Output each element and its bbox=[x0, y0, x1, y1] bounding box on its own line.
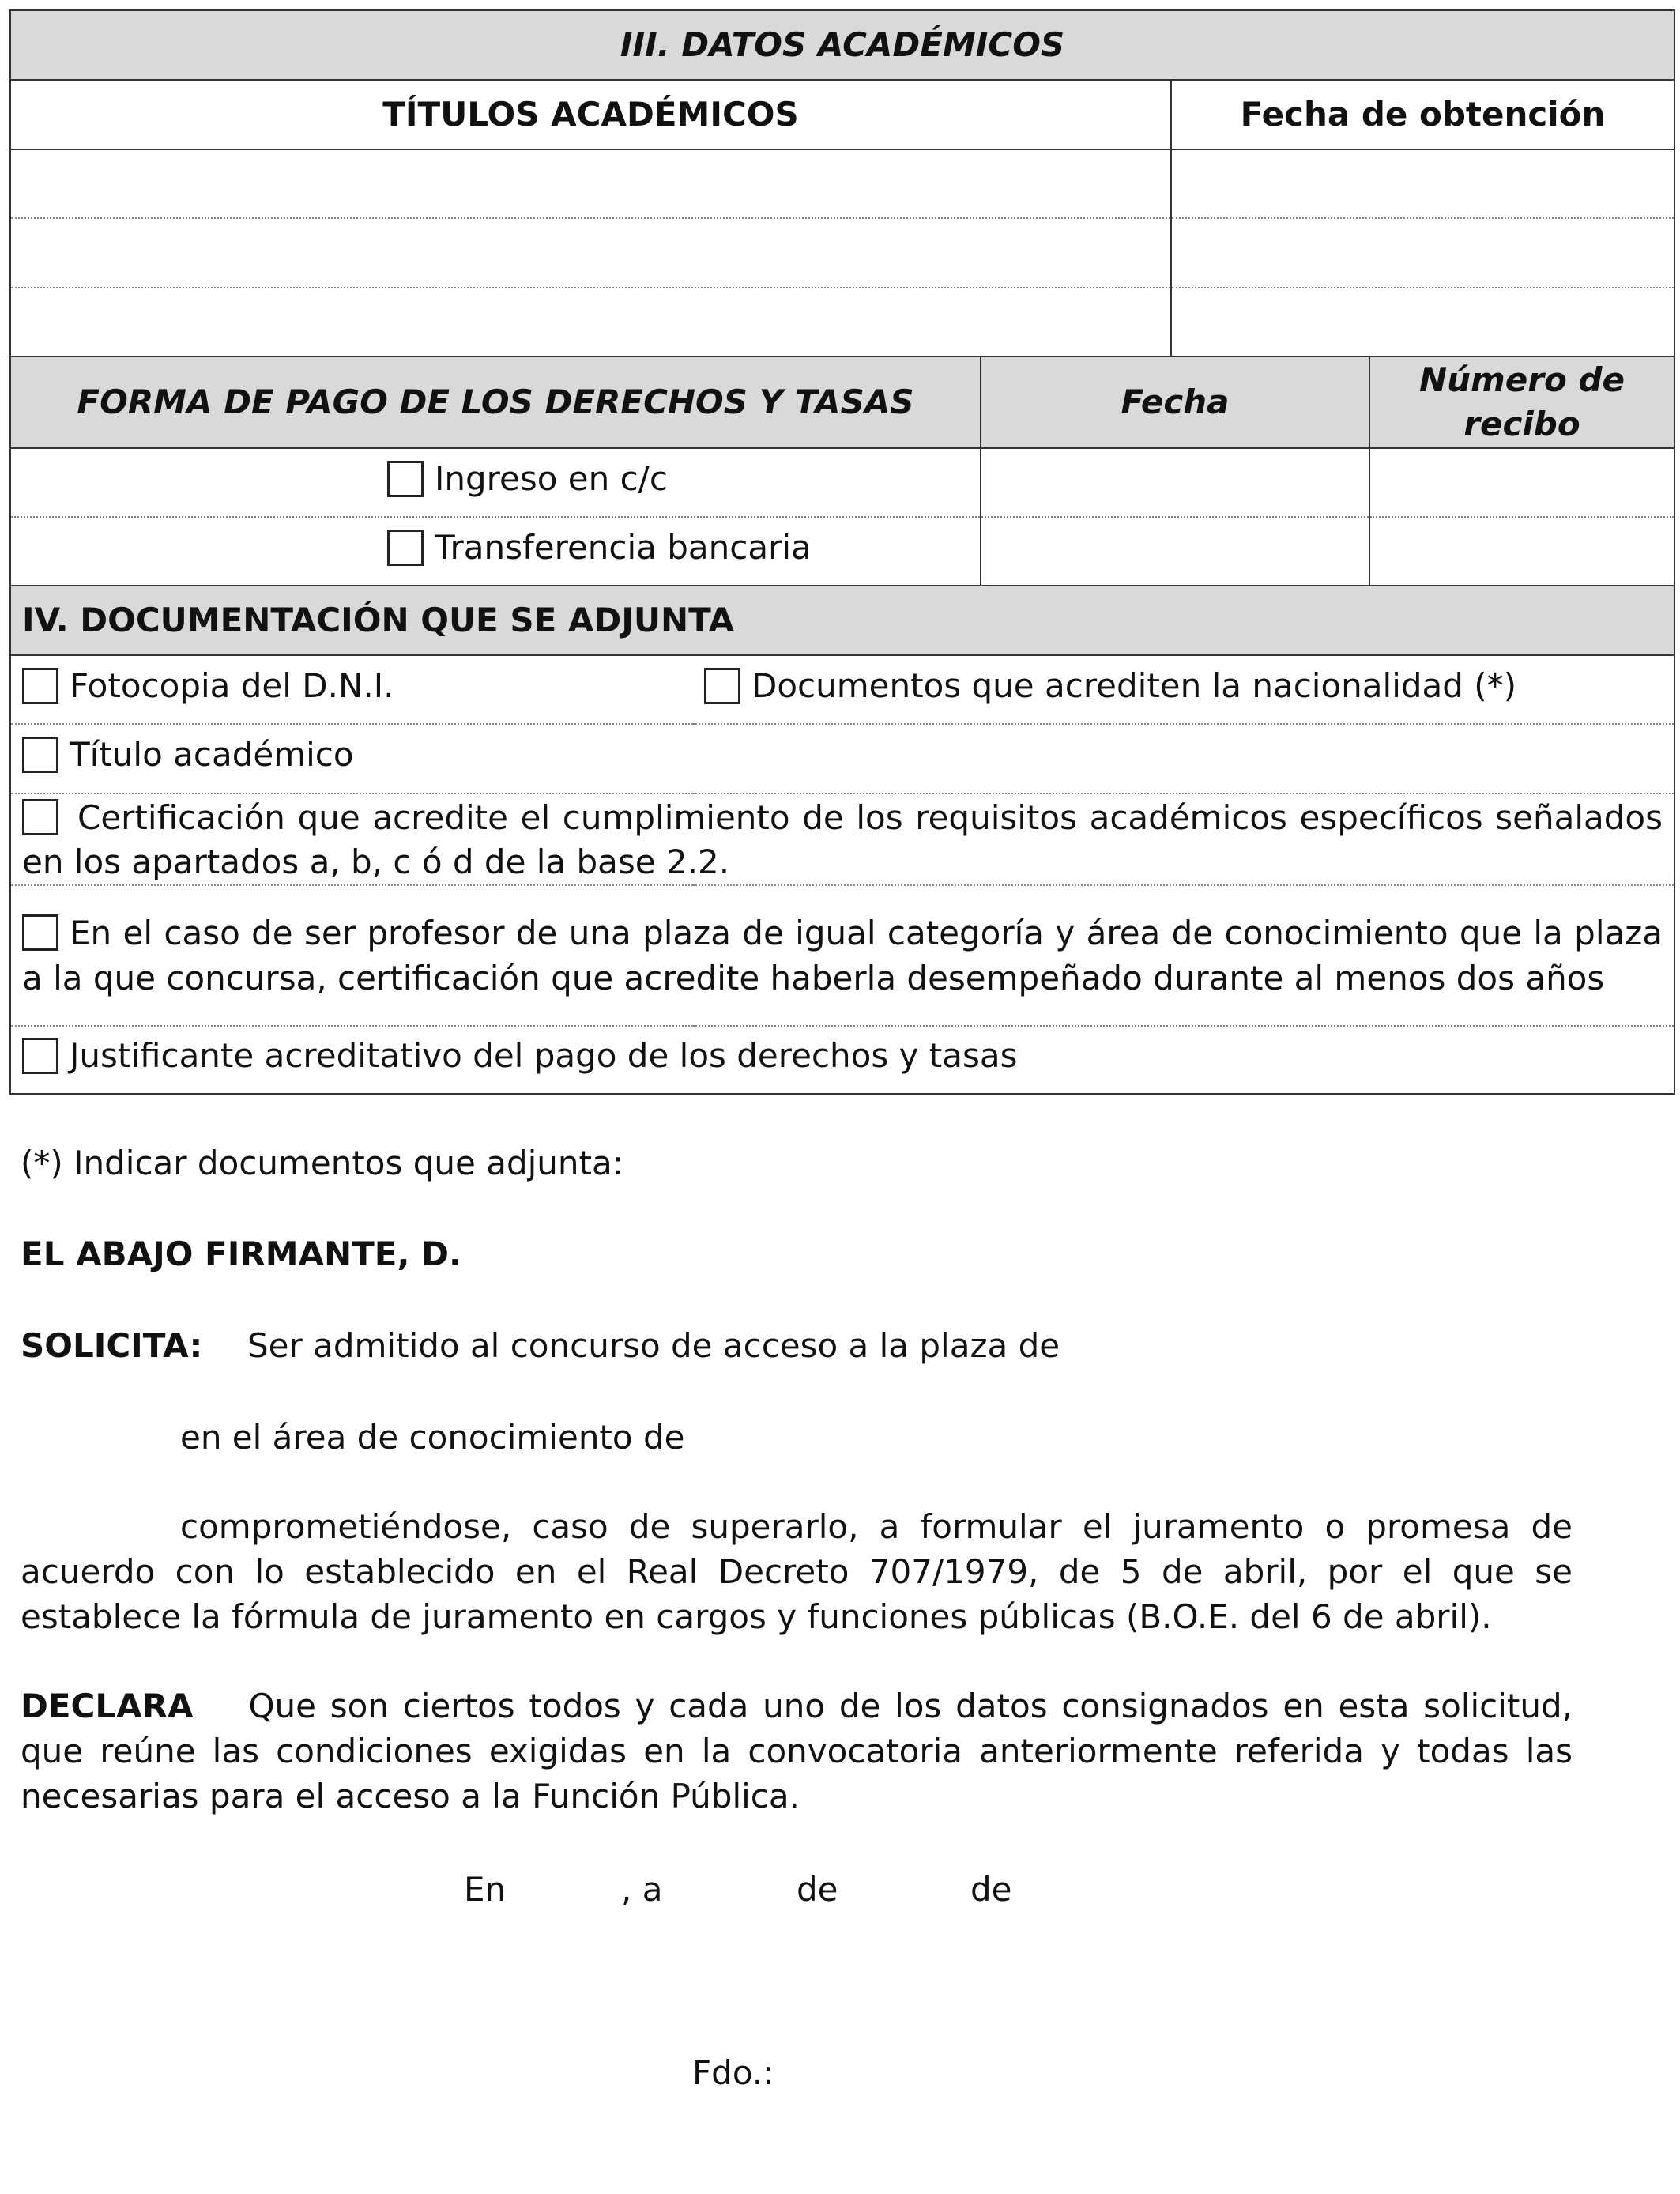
doc-item-professor bbox=[10, 885, 1674, 1026]
academic-title-label: Título académico bbox=[70, 735, 354, 775]
doc-item-dni bbox=[10, 655, 693, 724]
doc-item-academic-title bbox=[10, 724, 1674, 794]
doc-item-nationality bbox=[693, 655, 1674, 724]
certification-checkbox[interactable] bbox=[22, 799, 58, 835]
payment-date-field-2[interactable] bbox=[981, 517, 1369, 586]
documents-note: (*) Indicar documentos que adjunta: bbox=[21, 1144, 623, 1182]
place-a-label: , a bbox=[621, 1870, 663, 1909]
receipt-number-field-2[interactable] bbox=[1369, 517, 1674, 586]
certification-label: Certificación que acredite el cumplimiento de los requisitos académicos específicos señalados en los apartados a, b, c ó d de la base 2.2. bbox=[22, 798, 1663, 881]
place-de-label-1: de bbox=[797, 1870, 838, 1909]
date-obtained-field-1[interactable] bbox=[1171, 149, 1674, 218]
declaration-paragraph bbox=[21, 1683, 1573, 1819]
declara-label: DECLARA bbox=[21, 1687, 194, 1725]
payment-table bbox=[9, 356, 1675, 586]
professor-checkbox[interactable] bbox=[22, 914, 58, 951]
payment-proof-label: Justificante acreditativo del pago de los derechos y tasas bbox=[70, 1036, 1018, 1076]
payment-option-deposit bbox=[10, 448, 981, 517]
payment-proof-checkbox[interactable] bbox=[22, 1038, 58, 1074]
area-text: en el área de conocimiento de bbox=[180, 1418, 685, 1457]
header-receipt-number: Número de recibo bbox=[1369, 356, 1674, 448]
date-obtained-field-3[interactable] bbox=[1171, 288, 1674, 356]
header-academic-titles: TÍTULOS ACADÉMICOS bbox=[10, 80, 1171, 149]
academic-title-field-3[interactable] bbox=[10, 288, 1171, 356]
date-obtained-field-2[interactable] bbox=[1171, 218, 1674, 288]
deposit-label: Ingreso en c/c bbox=[435, 458, 668, 498]
professor-label: En el caso de ser profesor de una plaza de igual categoría y área de conocimiento que la plaza a la que concursa, certificación que acredite haberla desempeñado durante al menos dos años bbox=[22, 914, 1663, 997]
solicita-label: SOLICITA: bbox=[21, 1326, 203, 1365]
academic-title-field-2[interactable] bbox=[10, 218, 1171, 288]
payment-date-field-1[interactable] bbox=[981, 448, 1369, 517]
solicita-text: Ser admitido al concurso de acceso a la plaza de bbox=[247, 1326, 1060, 1365]
signature-label: Fdo.: bbox=[692, 2053, 774, 2092]
transfer-label: Transferencia bancaria bbox=[435, 527, 812, 567]
deposit-checkbox[interactable] bbox=[387, 461, 424, 497]
receipt-number-field-1[interactable] bbox=[1369, 448, 1674, 517]
nationality-label: Documentos que acrediten la nacionalidad (*) bbox=[751, 665, 1517, 705]
nationality-checkbox[interactable] bbox=[704, 668, 740, 704]
documentation-table bbox=[9, 585, 1675, 1095]
header-date-obtained: Fecha de obtención bbox=[1171, 80, 1674, 149]
section-title-academic-data: III. DATOS ACADÉMICOS bbox=[10, 10, 1674, 80]
header-payment-date: Fecha bbox=[981, 356, 1369, 448]
transfer-checkbox[interactable] bbox=[387, 530, 424, 566]
academic-data-table bbox=[9, 9, 1675, 357]
signer-heading: EL ABAJO FIRMANTE, D. bbox=[21, 1235, 461, 1273]
academic-title-checkbox[interactable] bbox=[22, 737, 58, 773]
commitment-paragraph: comprometiéndose, caso de superarlo, a formular el juramento o promesa de acuerdo con lo establecido en el Real Decreto 707/1979, de 5 de abril, por el que se establece la fórmula de juramento en cargos y funciones públicas (B.O.E. del 6 de abril). bbox=[21, 1507, 1573, 1636]
header-payment-method: FORMA DE PAGO DE LOS DERECHOS Y TASAS bbox=[10, 356, 981, 448]
doc-item-payment-proof bbox=[10, 1026, 1674, 1094]
declara-text: Que son ciertos todos y cada uno de los datos consignados en esta solicitud, que reúne las condiciones exigidas en la convocatoria anteriormente referida y todas las necesarias para el acceso a la Función Pública. bbox=[21, 1687, 1573, 1815]
dni-label: Fotocopia del D.N.I. bbox=[70, 665, 394, 705]
place-en-label: En bbox=[464, 1870, 507, 1909]
academic-title-field-1[interactable] bbox=[10, 149, 1171, 218]
place-de-label-2: de bbox=[970, 1870, 1012, 1909]
dni-checkbox[interactable] bbox=[22, 668, 58, 704]
doc-item-certification bbox=[10, 794, 1674, 885]
payment-option-transfer bbox=[10, 517, 981, 586]
section-title-documentation: IV. DOCUMENTACIÓN QUE SE ADJUNTA bbox=[10, 586, 1674, 655]
